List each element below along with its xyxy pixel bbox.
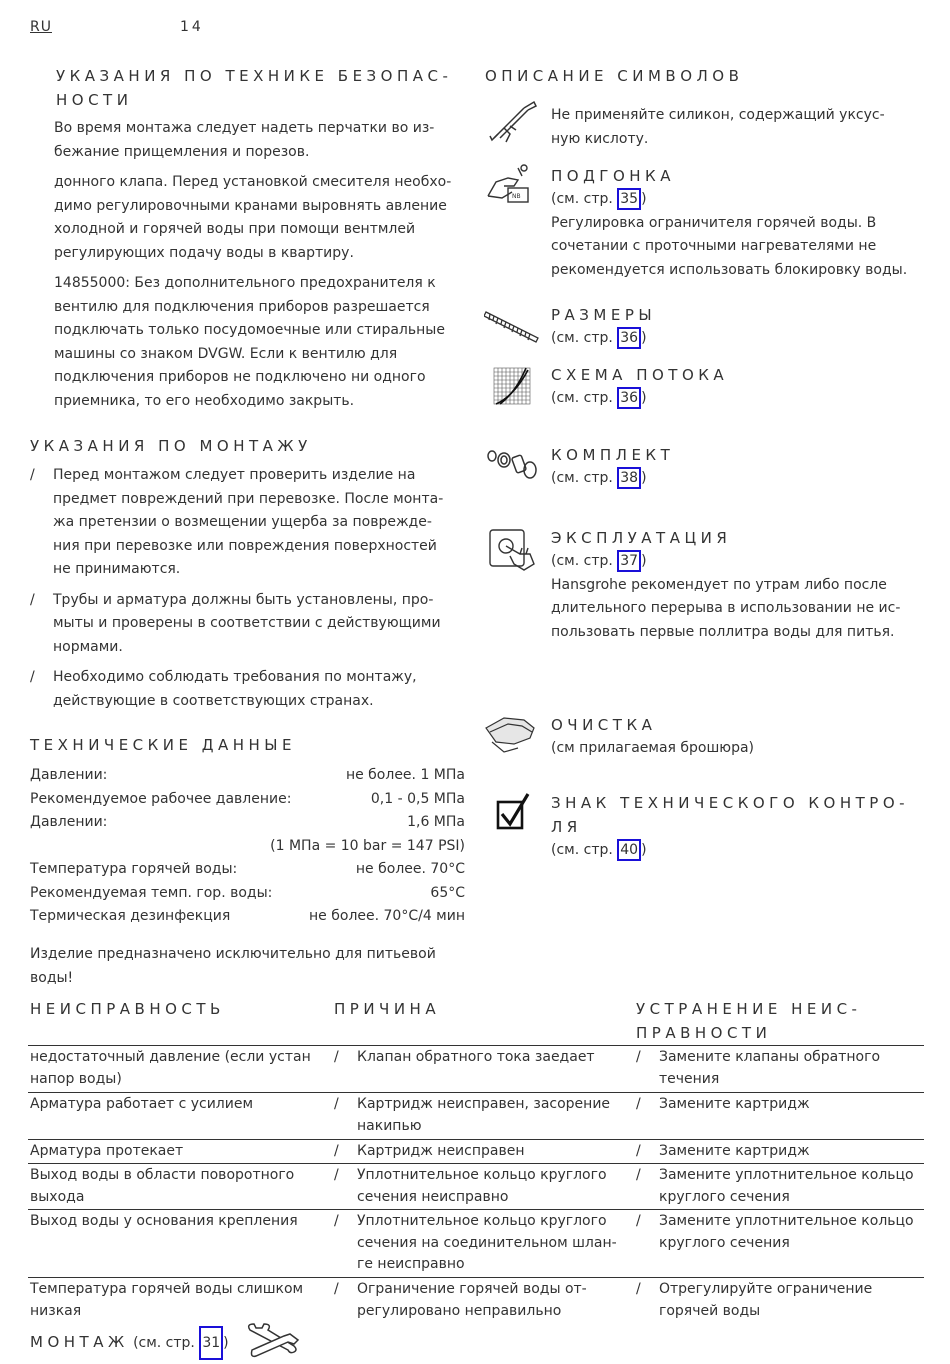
- dimensions-block: [551, 303, 931, 351]
- tech-row: [30, 882, 465, 906]
- tech-row: [30, 764, 465, 788]
- remedy-cell: [636, 1279, 926, 1322]
- cause-cell: [334, 1211, 634, 1276]
- text-line: Картридж неисправен: [357, 1143, 525, 1159]
- svg-text:NB: NB: [512, 193, 521, 200]
- table-row: [28, 1139, 924, 1163]
- ref-suffix: ): [641, 191, 647, 207]
- tech-title: ТЕХНИЧЕСКИЕ ДАННЫЕ: [30, 736, 297, 754]
- remedy-cell: [636, 1165, 926, 1208]
- table-row: [28, 1163, 924, 1210]
- checkbox-check-icon: [484, 790, 540, 838]
- slash-marker: /: [334, 1096, 339, 1112]
- fitting-block: [551, 164, 931, 282]
- text-line: накипью: [357, 1117, 422, 1134]
- safety-title-line2: НОСТИ: [56, 91, 133, 109]
- text-line: действующие в соответствующих странах.: [53, 692, 374, 709]
- text-line: Выход воды у основания крепления: [30, 1213, 298, 1229]
- text-line: Картридж неисправен, засорение: [357, 1096, 611, 1112]
- text-line: Ограничение горячей воды от-: [357, 1281, 587, 1297]
- text-line: димо регулировочными кранами выровнять авление: [54, 197, 447, 214]
- fault-cell: [30, 1141, 330, 1163]
- text-line: Замените уплотнительное кольцо: [659, 1213, 914, 1229]
- fitting-ref: [551, 188, 931, 212]
- hand-operate-icon: [484, 524, 540, 572]
- kit-title: КОМПЛЕКТ: [551, 446, 675, 464]
- ref-suffix: ): [641, 330, 647, 346]
- text-line: пользовать первые поллитра воды для питья.: [551, 623, 895, 640]
- text-line: Уплотнительное кольцо круглого: [357, 1213, 607, 1229]
- ref-suffix: ): [641, 470, 647, 486]
- ref-prefix: (см. стр.: [551, 470, 613, 486]
- slash-marker: /: [636, 1213, 641, 1229]
- tools-icon: [244, 1322, 304, 1360]
- text-line: недостаточный давление (если устан: [30, 1049, 311, 1065]
- fault-cell: [30, 1094, 330, 1116]
- fault-cell: [30, 1211, 330, 1233]
- text-line: предмет повреждений при перевозке. После монта-: [53, 490, 444, 507]
- text-line: вентилю для подключения приборов разрешается: [54, 298, 430, 315]
- slash-marker: /: [30, 591, 35, 608]
- tech-value: 0,1 - 0,5 МПа: [370, 791, 465, 807]
- language-code: RU: [30, 19, 52, 35]
- remedy-cell: [636, 1094, 926, 1116]
- table-row: [28, 1209, 924, 1278]
- text-line: течения: [659, 1070, 720, 1087]
- safety-paragraph-2: [54, 171, 469, 265]
- kit-ref: [551, 467, 931, 491]
- ref-suffix: ): [641, 390, 647, 406]
- slash-marker: /: [334, 1213, 339, 1229]
- dimensions-title: РАЗМЕРЫ: [551, 306, 657, 324]
- slash-marker: /: [636, 1049, 641, 1065]
- text-line: приемника, то его необходимо закрыть.: [54, 392, 355, 409]
- mounting-list: [30, 464, 470, 720]
- mounting-bullet: [30, 666, 470, 713]
- text-line: Клапан обратного тока заедает: [357, 1049, 595, 1065]
- slash-marker: /: [334, 1167, 339, 1183]
- mounting-title: УКАЗАНИЯ ПО МОНТАЖУ: [30, 437, 312, 455]
- ref-prefix: (см. стр.: [133, 1335, 195, 1351]
- text-line: Не применяйте силикон, содержащий уксус-: [551, 107, 885, 123]
- tech-value: (1 МПа = 10 bar = 147 PSI): [270, 838, 465, 854]
- page-ref-link[interactable]: 37: [617, 550, 641, 572]
- text-line: бежание прищемления и порезов.: [54, 143, 310, 160]
- silicone-warning: [551, 104, 931, 151]
- page-ref-link[interactable]: 36: [617, 327, 641, 349]
- dimensions-ref: [551, 327, 931, 351]
- cleaning-cloth-icon: [484, 708, 540, 756]
- tech-label: Рекомендуемая темп. гор. воды:: [30, 885, 273, 901]
- tech-value: не более. 70°C: [355, 861, 465, 877]
- certificate-ref: [551, 839, 931, 863]
- remedy-cell: [636, 1047, 926, 1090]
- text-line: Во время монтажа следует надеть перчатки во из-: [54, 120, 435, 136]
- fitting-title: ПОДГОНКА: [551, 167, 675, 185]
- text-line: Уплотнительное кольцо круглого: [357, 1167, 607, 1183]
- fault-header: НЕИСПРАВНОСТЬ: [30, 1000, 225, 1018]
- slash-marker: /: [334, 1143, 339, 1159]
- text-line: сечения на соединительном шлан-: [357, 1234, 617, 1251]
- table-row: [28, 1277, 924, 1324]
- fault-cell: [30, 1165, 330, 1208]
- text-line: Перед монтажом следует проверить изделие на: [53, 467, 416, 483]
- text-line: круглого сечения: [659, 1188, 790, 1205]
- ref-suffix: ): [641, 553, 647, 569]
- text-line: Необходимо соблюдать требования по монтажу,: [53, 669, 417, 685]
- text-line: круглого сечения: [659, 1234, 790, 1251]
- text-line: длительного перерыва в использовании не ис-: [551, 600, 901, 616]
- tech-label: Термическая дезинфекция: [30, 908, 231, 924]
- mounting-bullet: [30, 464, 470, 582]
- certificate-title-line1: ЗНАК ТЕХНИЧЕСКОГО КОНТРО-: [551, 794, 910, 812]
- fault-cell: [30, 1047, 330, 1090]
- text-line: холодной и горячей воды при помощи вентмлей: [54, 221, 416, 237]
- fault-cell: [30, 1279, 330, 1322]
- text-line: сечения неисправно: [357, 1188, 509, 1205]
- symbols-title: ОПИСАНИЕ СИМВОЛОВ: [485, 67, 744, 85]
- table-row: [28, 1092, 924, 1139]
- flow-ref: [551, 387, 931, 411]
- text-line: Замените картридж: [659, 1096, 810, 1112]
- tech-row: [30, 905, 465, 929]
- cleaning-block: [551, 713, 931, 761]
- text-line: ния при перевозке или повреждения поверхностей: [53, 537, 437, 554]
- certificate-title-line2: ЛЯ: [551, 818, 582, 836]
- text-line: донного клапа. Перед установкой смесителя необхо-: [54, 174, 452, 190]
- text-line: Изделие предназначено исключительно для питьевой: [30, 946, 436, 962]
- text-line: Арматура протекает: [30, 1143, 184, 1159]
- safety-text: [54, 117, 469, 413]
- tech-label: Давлении:: [30, 814, 108, 830]
- text-line: Температура горячей воды слишком: [30, 1281, 304, 1297]
- remedy-header-line2: ПРАВНОСТИ: [636, 1024, 772, 1042]
- flow-block: [551, 363, 931, 411]
- text-line: рекомендуется использовать блокировку воды.: [551, 261, 908, 278]
- text-line: регулирующих подачу воды в квартиру.: [54, 244, 354, 261]
- remedy-cell: [636, 1141, 926, 1163]
- text-line: сочетании с проточными нагревателями не: [551, 238, 877, 254]
- cause-cell: [334, 1047, 634, 1069]
- kit-parts-icon: [484, 440, 540, 488]
- text-line: машины со знаком DVGW. Если к вентилю для: [54, 345, 398, 362]
- text-line: Отрегулируйте ограничение: [659, 1281, 873, 1297]
- operation-ref: [551, 550, 931, 574]
- mounting-footer: [30, 1326, 229, 1360]
- ref-prefix: (см. стр.: [551, 390, 613, 406]
- slash-marker: /: [636, 1281, 641, 1297]
- tech-row: [30, 811, 465, 835]
- text-line: напор воды): [30, 1070, 122, 1087]
- kit-block: [551, 443, 931, 491]
- slash-marker: /: [30, 669, 35, 685]
- cause-header: ПРИЧИНА: [334, 1000, 441, 1018]
- page-number: 14: [180, 19, 204, 35]
- silicone-gun-icon: [484, 98, 540, 146]
- ref-suffix: ): [641, 842, 647, 858]
- tech-value: 65°C: [430, 885, 465, 901]
- slash-marker: /: [334, 1281, 339, 1297]
- page-ref-link[interactable]: 36: [617, 387, 641, 409]
- remedy-header-line1: УСТРАНЕНИЕ НЕИС-: [636, 1000, 862, 1018]
- cleaning-title: ОЧИСТКА: [551, 716, 657, 734]
- tech-label: Рекомендуемое рабочее давление:: [30, 791, 292, 807]
- text-line: Трубы и арматура должны быть установлены, про-: [53, 591, 434, 608]
- slash-marker: /: [30, 467, 35, 483]
- tech-label: Температура горячей воды:: [30, 861, 238, 877]
- cause-cell: [334, 1141, 634, 1163]
- page-ref-link[interactable]: 31: [199, 1326, 223, 1360]
- page-ref-link[interactable]: 35: [617, 188, 641, 210]
- cleaning-text: (см прилагаемая брошюра): [551, 740, 755, 756]
- ref-prefix: (см. стр.: [551, 553, 613, 569]
- text-line: 14855000: Без дополнительного предохранителя к: [54, 275, 436, 291]
- certificate-block: [551, 791, 931, 863]
- text-line: регулировано неправильно: [357, 1302, 562, 1319]
- flow-title: СХЕМА ПОТОКА: [551, 366, 729, 384]
- text-line: подключения приборов не подключено ни одного: [54, 369, 426, 385]
- text-line: мыты и проверены в соответствии с действующими: [53, 615, 441, 631]
- slash-marker: /: [334, 1049, 339, 1065]
- text-line: выхода: [30, 1188, 85, 1205]
- text-line: горячей воды: [659, 1302, 761, 1319]
- page-ref-link[interactable]: 40: [617, 839, 641, 861]
- page-ref-link[interactable]: 38: [617, 467, 641, 489]
- slash-marker: /: [636, 1167, 641, 1183]
- remedy-header: [636, 997, 861, 1045]
- safety-title-line1: УКАЗАНИЯ ПО ТЕХНИКЕ БЕЗОПАС-: [56, 67, 453, 85]
- safety-paragraph-3: [54, 272, 469, 413]
- ref-suffix: ): [223, 1335, 229, 1351]
- text-line: ную кислоту.: [551, 130, 649, 147]
- ref-prefix: (см. стр.: [551, 191, 613, 207]
- text-line: ге неисправно: [357, 1256, 465, 1272]
- tech-value: не более. 1 МПа: [345, 767, 465, 783]
- text-line: воды!: [30, 969, 74, 986]
- slash-marker: /: [636, 1143, 641, 1159]
- text-line: жа претензии о возмещении ущерба за поврежде-: [53, 514, 432, 530]
- flow-chart-icon: [484, 362, 540, 410]
- text-line: Hansgrohe рекомендует по утрам либо после: [551, 576, 887, 593]
- text-line: не принимаются.: [53, 561, 181, 577]
- tech-row: [30, 788, 465, 812]
- hand-adjust-icon: [484, 160, 540, 208]
- mounting-footer-title: МОНТАЖ: [30, 1333, 129, 1351]
- table-row: [28, 1045, 924, 1092]
- text-line: Арматура работает с усилием: [30, 1096, 254, 1112]
- operation-title: ЭКСПЛУАТАЦИЯ: [551, 529, 732, 547]
- ref-prefix: (см. стр.: [551, 842, 613, 858]
- text-line: Регулировка ограничителя горячей воды. В: [551, 214, 877, 231]
- cause-cell: [334, 1165, 634, 1208]
- operation-block: [551, 526, 931, 644]
- ref-prefix: (см. стр.: [551, 330, 613, 346]
- mounting-bullet: [30, 589, 470, 660]
- slash-marker: /: [636, 1096, 641, 1112]
- text-line: Замените картридж: [659, 1143, 810, 1159]
- remedy-cell: [636, 1211, 926, 1254]
- text-line: Замените клапаны обратного: [659, 1049, 881, 1065]
- tech-value: 1,6 МПа: [407, 814, 465, 830]
- tech-row: [30, 858, 465, 882]
- text-line: подключать только посудомоечные или стиральные: [54, 322, 445, 338]
- cause-cell: [334, 1094, 634, 1137]
- safety-title: [56, 64, 452, 112]
- text-line: низкая: [30, 1302, 82, 1319]
- safety-paragraph-1: [54, 117, 469, 164]
- tech-value: не более. 70°C/4 мин: [309, 908, 465, 924]
- text-line: Выход воды в области поворотного: [30, 1167, 295, 1183]
- text-line: Замените уплотнительное кольцо: [659, 1167, 914, 1183]
- drinking-water-note: [30, 943, 470, 990]
- tech-label: Давлении:: [30, 767, 108, 783]
- text-line: нормами.: [53, 638, 123, 655]
- cause-cell: [334, 1279, 634, 1322]
- ruler-icon: [484, 302, 540, 350]
